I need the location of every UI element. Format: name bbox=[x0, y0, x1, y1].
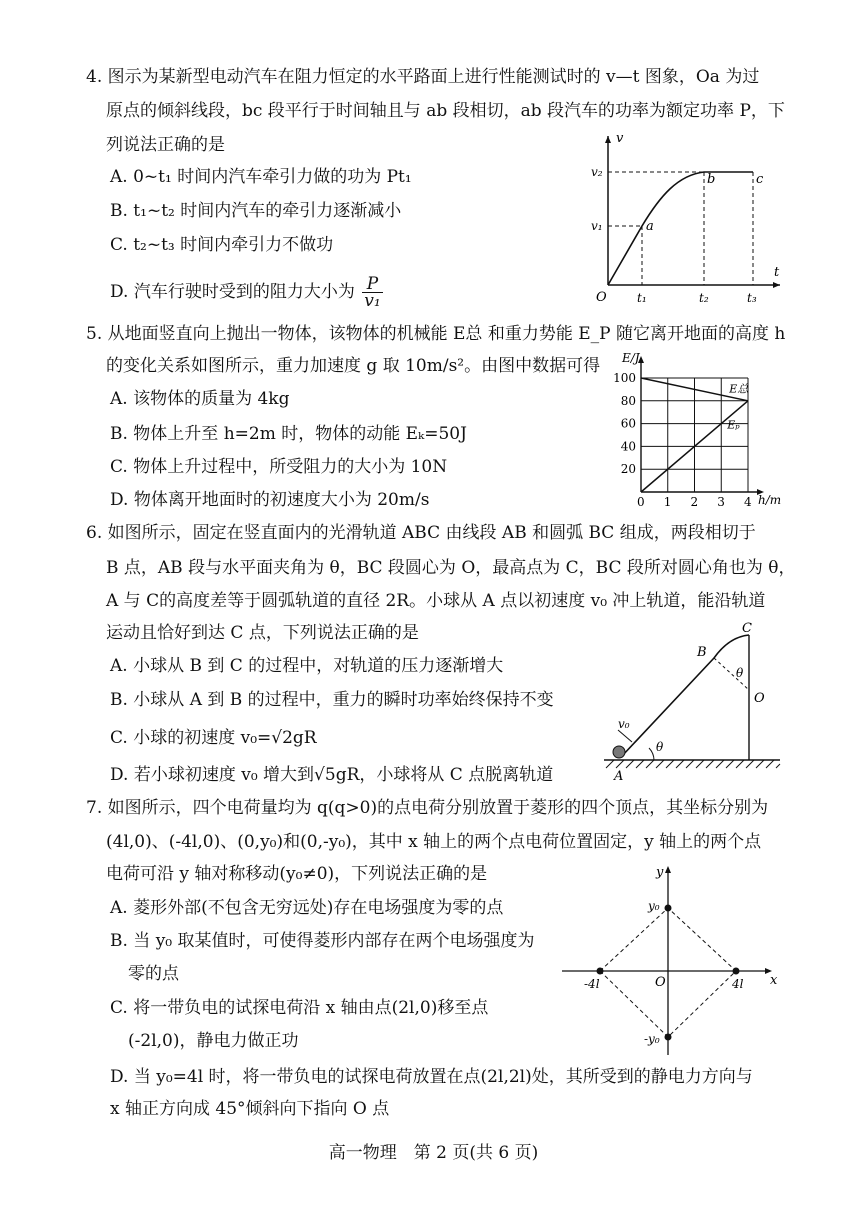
q4-stem-line-1: 4. 图示为某新型电动汽车在阻力恒定的水平路面上进行性能测试时的 v—t 图象，Oa 为过 bbox=[86, 67, 760, 87]
q6-option-d: D. 若小球初速度 v₀ 增大到√5gR，小球将从 C 点脱离轨道 bbox=[110, 765, 554, 785]
q4-label-c: c bbox=[756, 172, 764, 187]
q6-stem-line-3: A 与 C的高度差等于圆弧轨道的直径 2R。小球从 A 点以初速度 v₀ 冲上轨道，能沿轨道 bbox=[106, 591, 766, 611]
q6-stem-line-1: 6. 如图所示，固定在竖直面内的光滑轨道 ABC 由线段 AB 和圆弧 BC 组成，两段相切于 bbox=[86, 523, 756, 543]
q6-label-theta-top: θ bbox=[736, 666, 744, 680]
q4-v-axis-arrow bbox=[605, 136, 611, 143]
q7-option-d-line-2: x 轴正方向成 45°倾斜向下指向 O 点 bbox=[110, 1099, 390, 1119]
q6-option-b: B. 小球从 A 到 B 的过程中，重力的瞬时功率始终保持不变 bbox=[110, 690, 554, 710]
q7-stem-line-3: 电荷可沿 y 轴对称移动(y₀≠0)，下列说法正确的是 bbox=[106, 864, 488, 884]
q6-label-c: C bbox=[742, 621, 752, 636]
q4-option-a: A. 0~t₁ 时间内汽车牵引力做的功为 Pt₁ bbox=[110, 167, 412, 187]
q5-y-tick-label: 20 bbox=[620, 462, 636, 477]
q7-label-x: x bbox=[770, 973, 778, 988]
q4-stem-line-3: 列说法正确的是 bbox=[106, 135, 225, 155]
q6-track-abc bbox=[622, 635, 749, 756]
q7-option-c-line-1: C. 将一带负电的试探电荷沿 x 轴由点(2l,0)移至点 bbox=[110, 998, 489, 1018]
q7-stem-line-2: (4l,0)、(-4l,0)、(0,y₀)和(0,-y₀)，其中 x 轴上的两个点电荷位置固定，y 轴上的两个点 bbox=[106, 832, 762, 852]
q5-stem-line-1: 5. 从地面竖直向上抛出一物体，该物体的机械能 E总 和重力势能 E_P 随它离开地面的高度 h bbox=[86, 324, 786, 344]
q7-label-y0: y₀ bbox=[648, 899, 660, 913]
q6-ball bbox=[613, 746, 625, 758]
q6-v0-arrow bbox=[618, 730, 632, 742]
q5-xlabel: h/m bbox=[758, 493, 782, 507]
q5-x-tick-label: 1 bbox=[663, 495, 672, 509]
q4-option-d-fraction bbox=[362, 276, 382, 309]
q6-ground-hatching bbox=[606, 760, 780, 768]
q4-label-t3: t₃ bbox=[747, 291, 757, 305]
q7-label-4l: 4l bbox=[732, 977, 744, 991]
q4-label-t: t bbox=[774, 265, 780, 280]
q4-fraction-denominator: v₁ bbox=[364, 291, 381, 311]
q7-label-origin: O bbox=[655, 975, 666, 990]
q5-series bbox=[641, 378, 749, 492]
q5-y-tick-label: 40 bbox=[620, 439, 636, 454]
q4-label-a: a bbox=[646, 219, 654, 234]
q7-option-d-line-1: D. 当 y₀=4l 时，将一带负电的试探电荷放置在点(2l,2l)处，其所受到的静电力方向与 bbox=[110, 1067, 753, 1087]
q5-y-tick-label: 80 bbox=[620, 393, 636, 408]
q4-label-b: b bbox=[707, 172, 716, 187]
q4-label-origin: O bbox=[596, 290, 607, 305]
q5-option-a: A. 该物体的质量为 4kg bbox=[110, 389, 290, 409]
q5-option-c: C. 物体上升过程中，所受阻力的大小为 10N bbox=[110, 457, 448, 477]
q5-x-tick-label: 4 bbox=[744, 495, 752, 509]
q7-y-axis-arrow bbox=[665, 866, 671, 873]
q4-vt-curve bbox=[608, 172, 753, 285]
q4-vt-graph bbox=[590, 128, 790, 308]
q6-radius-ob bbox=[714, 658, 749, 690]
q7-charge-bottom bbox=[665, 1034, 672, 1041]
q6-angle-theta-bottom bbox=[649, 748, 654, 760]
q5-series-label-potential: Eₚ bbox=[727, 418, 740, 432]
q6-stem-line-4: 运动且恰好到达 C 点，下列说法正确的是 bbox=[106, 623, 419, 643]
page-footer: 高一物理 第 2 页(共 6 页) bbox=[328, 1143, 539, 1163]
q6-option-a: A. 小球从 B 到 C 的过程中，对轨道的压力逐渐增大 bbox=[110, 656, 504, 676]
q6-label-o: O bbox=[754, 691, 765, 706]
q4-option-d-text: D. 汽车行驶时受到的阻力大小为 bbox=[110, 282, 355, 302]
q7-label-y: y bbox=[656, 865, 664, 880]
q5-axes bbox=[638, 356, 764, 495]
q4-label-t2: t₂ bbox=[699, 291, 709, 305]
q5-y-tick-label: 60 bbox=[620, 416, 636, 431]
q4-label-v2: v₂ bbox=[591, 165, 603, 179]
q7-label-neg-y0: -y₀ bbox=[644, 1032, 660, 1046]
q7-option-a: A. 菱形外部(不包含无穷远处)存在电场强度为零的点 bbox=[110, 898, 504, 918]
q5-x-tick-label: 3 bbox=[717, 495, 725, 509]
q4-option-b: B. t₁~t₂ 时间内汽车的牵引力逐渐减小 bbox=[110, 201, 402, 221]
q5-option-d: D. 物体离开地面时的初速度大小为 20m/s bbox=[110, 490, 430, 510]
q7-option-b-line-1: B. 当 y₀ 取某值时，可使得菱形内部存在两个电场强度为 bbox=[110, 931, 535, 951]
q4-t-axis-arrow bbox=[773, 282, 780, 288]
q7-stem-line-1: 7. 如图所示，四个电荷量均为 q(q>0)的点电荷分别放置于菱形的四个顶点，其坐标分别为 bbox=[86, 798, 769, 818]
q7-charge-top bbox=[665, 905, 672, 912]
q7-charge-right bbox=[733, 968, 740, 975]
q5-ylabel: E/J bbox=[622, 351, 640, 365]
q7-option-c-line-2: (-2l,0)，静电力做正功 bbox=[128, 1031, 299, 1051]
q7-charge-left bbox=[597, 968, 604, 975]
q4-fraction-numerator: P bbox=[362, 276, 382, 293]
q5-x-tick-label: 2 bbox=[690, 495, 699, 509]
q5-y-tick-label: 100 bbox=[613, 371, 636, 385]
q6-stem-line-2: B 点，AB 段与水平面夹角为 θ，BC 段圆心为 O，最高点为 C，BC 段所对圆心角也为 θ， bbox=[106, 558, 796, 578]
q5-series-label-total: E总 bbox=[729, 382, 749, 396]
q4-label-v1: v₁ bbox=[591, 219, 603, 233]
q5-stem-line-2: 的变化关系如图所示，重力加速度 g 取 10m/s²。由图中数据可得 bbox=[106, 356, 601, 376]
q6-option-c: C. 小球的初速度 v₀=√2gR bbox=[110, 728, 317, 748]
q5-x-tick-label: 0 bbox=[637, 495, 645, 509]
q4-option-c: C. t₂~t₃ 时间内牵引力不做功 bbox=[110, 235, 334, 255]
q4-label-v: v bbox=[616, 131, 624, 146]
q7-label-neg-4l: -4l bbox=[584, 977, 600, 991]
q4-option-d bbox=[110, 276, 383, 309]
q4-stem-line-2: 原点的倾斜线段，bc 段平行于时间轴且与 ab 段相切，ab 段汽车的功率为额定功率 P，下 bbox=[106, 101, 785, 121]
q7-option-b-line-2: 零的点 bbox=[128, 964, 179, 984]
q6-label-theta-bottom: θ bbox=[656, 740, 664, 754]
q5-energy-chart bbox=[608, 350, 788, 515]
q6-label-a: A bbox=[614, 769, 624, 784]
q4-label-t1: t₁ bbox=[637, 291, 647, 305]
q6-track-diagram bbox=[594, 620, 784, 785]
q7-rhombus-diagram bbox=[560, 860, 785, 1060]
q5-option-b: B. 物体上升至 h=2m 时，物体的动能 Eₖ=50J bbox=[110, 424, 467, 444]
q6-label-b: B bbox=[697, 645, 707, 660]
q6-label-v0: v₀ bbox=[618, 717, 630, 731]
